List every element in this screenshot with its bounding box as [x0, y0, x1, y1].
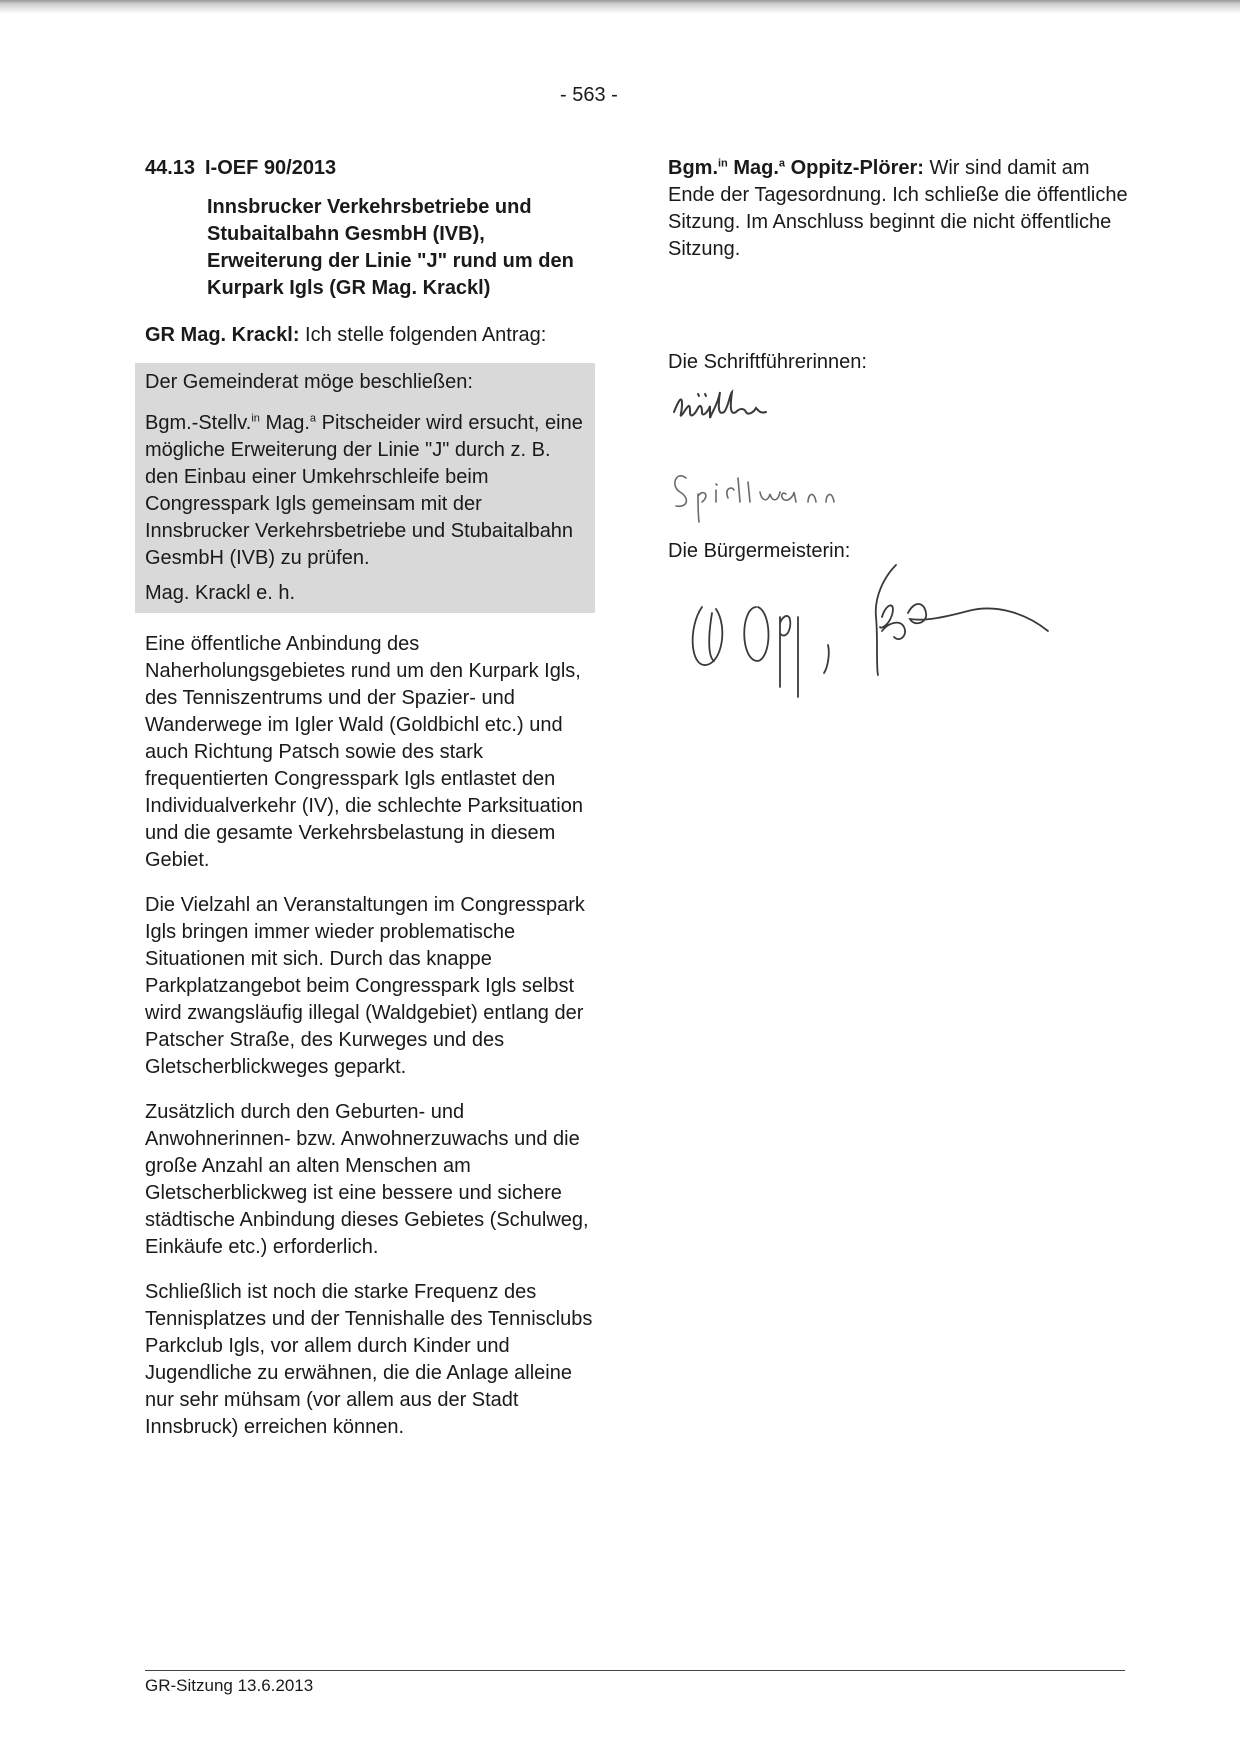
footer-session: GR-Sitzung 13.6.2013: [145, 1676, 314, 1695]
resolution-text: [145, 410, 587, 572]
closing-text: Wir sind damit am Ende der Tagesordnung. Ich schließe die öffentliche Sitzung. Im Anschluss beginnt die nicht öffentliche Sitzung.: [668, 157, 1128, 260]
left-column: [145, 155, 597, 1441]
motion-intro-text: Ich stelle folgenden Antrag:: [305, 324, 547, 346]
motion-signature: Mag. Krackl e. h.: [145, 582, 296, 604]
resolution-sup1: in: [251, 412, 260, 425]
closing-statement: [668, 155, 1128, 263]
scan-edge: [0, 0, 1240, 14]
resolution-body: Pitscheider wird ersucht, eine mögliche Erweiterung der Linie "J" durch z. B. den Einbau einer Umkehrschleife beim Congresspark Igls gemeinsam mit der Innsbrucker Verkehrsbetriebe und Stubaitalbahn GesmbH (IVB) zu prüfen.: [145, 412, 583, 569]
body-paragraph-2: Die Vielzahl an Veranstaltungen im Congresspark Igls bringen immer wieder problematische Situationen mit sich. Durch das knappe Parkplatzangebot beim Congresspark Igls selbst wird zwangsläufig illegal (Waldgebiet) entlang der Patscher Straße, des Kurweges und des Gletscherblickweges geparkt.: [145, 894, 585, 1078]
agenda-item-number: 44.13: [145, 157, 196, 179]
signature-spielmann: [668, 464, 908, 524]
signature-mueller: [668, 382, 808, 430]
right-column: [668, 155, 1128, 707]
agenda-item-heading: [145, 155, 597, 182]
resolution-title: Der Gemeinderat möge beschließen:: [145, 371, 473, 393]
closing-speaker-prefix: Bgm.: [668, 157, 718, 179]
motion-box: [135, 363, 595, 613]
motion-speaker: GR Mag. Krackl:: [145, 324, 300, 346]
resolution-sup2: a: [309, 412, 317, 425]
closing-speaker-sup1: in: [718, 157, 728, 170]
closing-speaker-sup2: a: [778, 157, 786, 170]
mayor-label: Die Bürgermeisterin:: [668, 540, 851, 562]
agenda-item-subject: Innsbrucker Verkehrsbetriebe und Stubaitalbahn GesmbH (IVB), Erweiterung der Linie "J" rund um den Kurpark Igls (GR Mag. Krackl): [207, 196, 574, 299]
closing-speaker: [668, 157, 924, 179]
closing-speaker-name: Oppitz-Plörer:: [785, 157, 924, 179]
body-paragraph-1: Eine öffentliche Anbindung des Naherholungsgebietes rund um den Kurpark Igls, des Tenniszentrums und der Spazier- und Wanderwege im Igler Wald (Goldbichl etc.) und auch Richtung Patsch sowie des stark frequentierten Congresspark Igls entlastet den Individualverkehr (IV), die schlechte Parksituation und die gesamte Verkehrsbelastung in diesem Gebiet.: [145, 633, 583, 871]
page-number: - 563 -: [560, 84, 618, 106]
resolution-mid: Mag.: [259, 412, 310, 434]
signature-mayor: [668, 557, 1088, 707]
resolution-prefix: Bgm.-Stellv.: [145, 412, 252, 434]
body-paragraph-4: Schließlich ist noch die starke Frequenz des Tennisplatzes und der Tennishalle des Tennisclubs Parkclub Igls, vor allem durch Kinder und Jugendliche zu erwähnen, die die Anlage alleine nur sehr mühsam (vor allem aus der Stadt Innsbruck) erreichen können.: [145, 1281, 593, 1438]
body-paragraph-3: Zusätzlich durch den Geburten- und Anwohnerinnen- bzw. Anwohnerzuwachs und die große Anzahl an alten Menschen am Gletscherblickweg ist eine bessere und sichere städtische Anbindung dieses Gebietes (Schulweg, Einkäufe etc.) erforderlich.: [145, 1101, 589, 1258]
agenda-item-reference: I-OEF 90/2013: [205, 157, 337, 179]
closing-speaker-mid: Mag.: [727, 157, 779, 179]
motion-intro: [145, 322, 597, 349]
recorders-label: Die Schriftführerinnen:: [668, 351, 867, 373]
footer-rule: [145, 1670, 1125, 1671]
